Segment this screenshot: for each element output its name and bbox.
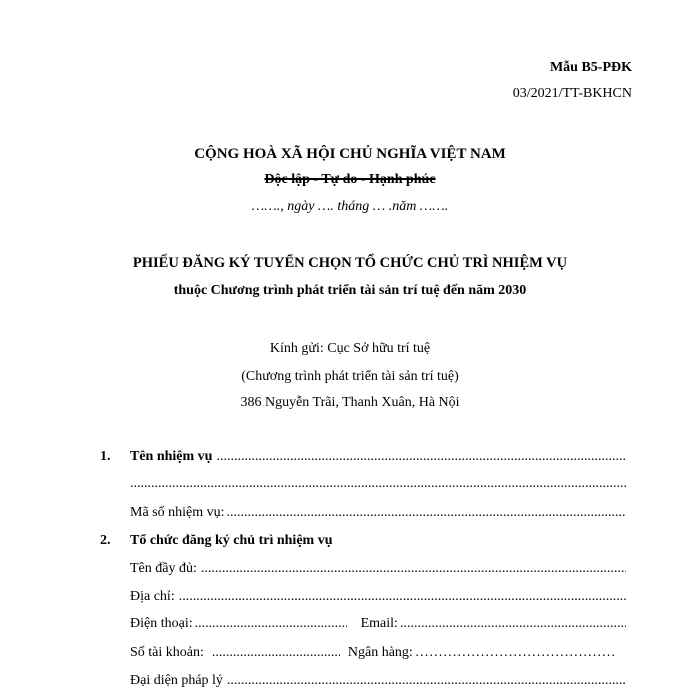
form-title: PHIẾU ĐĂNG KÝ TUYỂN CHỌN TỔ CHỨC CHỦ TRÌ NHIỆM VỤ [132, 255, 568, 271]
email-label: Email: [360, 616, 398, 631]
full-name-row [130, 561, 626, 577]
section-2-number: 2. [100, 533, 111, 548]
account-field[interactable] [212, 645, 340, 661]
bank-field[interactable] [415, 645, 614, 661]
account-bank-row [130, 645, 614, 661]
email-field[interactable] [400, 616, 626, 632]
full-name-field[interactable] [201, 561, 626, 577]
task-name-label: Tên nhiệm vụ [130, 449, 213, 464]
task-code-row [130, 505, 626, 521]
legal-rep-field[interactable] [227, 673, 626, 689]
bank-label: Ngân hàng: [347, 645, 413, 660]
section-1-number: 1. [100, 449, 111, 464]
phone-field[interactable] [195, 616, 347, 632]
account-label: Số tài khoản: [130, 645, 204, 660]
address-label: Địa chỉ: [130, 589, 175, 604]
form-code: Mẫu B5-PĐK [549, 60, 632, 75]
task-name-field[interactable] [216, 449, 626, 465]
task-name-row [130, 449, 626, 465]
address-field[interactable] [179, 589, 626, 605]
phone-email-row [130, 616, 626, 632]
full-name-label: Tên đầy đủ: [130, 561, 197, 576]
nation-heading: CỘNG HOÀ XÃ HỘI CHỦ NGHĨA VIỆT NAM [194, 146, 506, 162]
motto: Độc lập - Tự do - Hạnh phúc [264, 172, 436, 187]
section-2-heading: Tổ chức đăng ký chủ trì nhiệm vụ [130, 533, 333, 548]
legal-rep-label: Đại diện pháp lý [130, 673, 223, 688]
recipient-line-3: 386 Nguyễn Trãi, Thanh Xuân, Hà Nội [240, 395, 460, 410]
circular-number: 03/2021/TT-BKHCN [512, 86, 632, 101]
task-code-field[interactable] [227, 505, 627, 521]
task-name-continuation-row [130, 476, 626, 492]
date-line: ……., ngày …. tháng … .năm ……. [251, 199, 449, 214]
phone-label: Điện thoại: [130, 616, 193, 631]
legal-rep-row [130, 673, 626, 689]
recipient-line-2: (Chương trình phát triển tài sản trí tuệ) [241, 369, 459, 384]
address-row [130, 589, 626, 605]
task-code-label: Mã số nhiệm vụ: [130, 505, 225, 520]
form-subtitle: thuộc Chương trình phát triển tài sản trí tuệ đến năm 2030 [173, 283, 527, 298]
recipient-line-1: Kính gửi: Cục Sở hữu trí tuệ [269, 341, 431, 356]
task-name-field-line-2[interactable] [130, 476, 626, 492]
